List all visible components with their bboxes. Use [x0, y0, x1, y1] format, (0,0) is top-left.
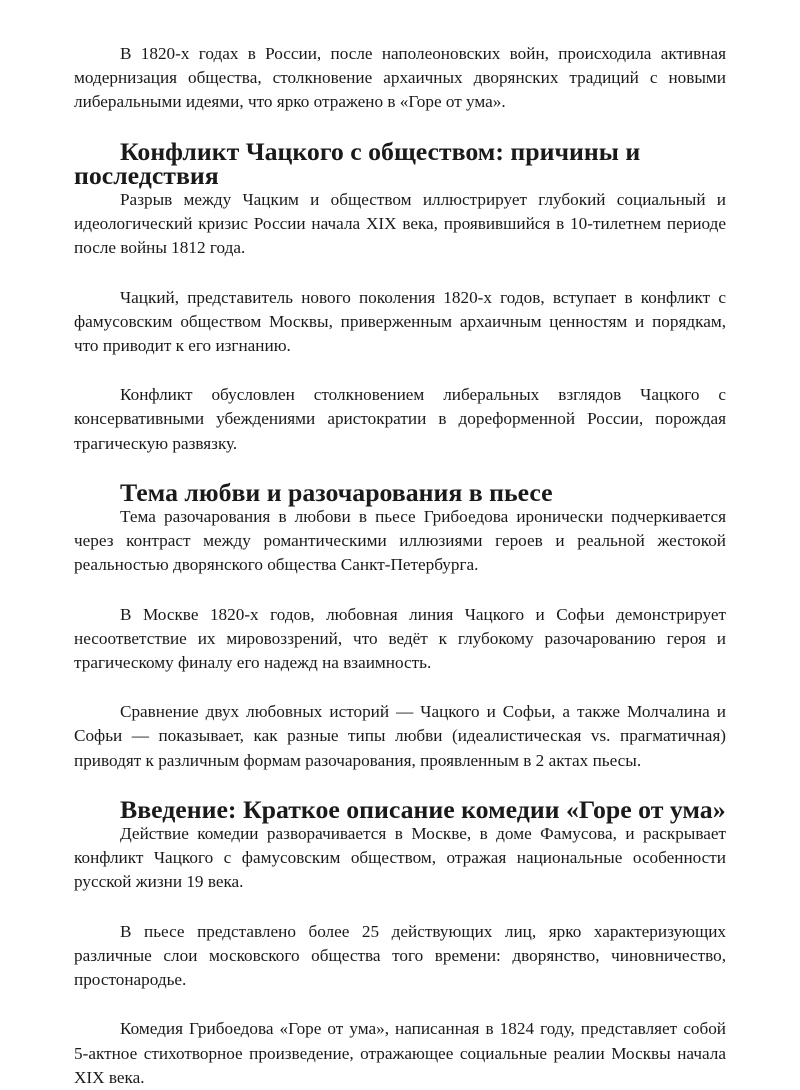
intro-paragraph: В 1820-х годах в России, после наполеоновских войн, происходила активная модернизация общества, столкновение архаичных дворянских традиций с новыми либеральными идеями, что ярко отражено в «Горе от ума».: [74, 44, 726, 112]
love-paragraph-2: В Москве 1820-х годов, любовная линия Чацкого и Софьи демонстрирует несоответствие их мировоззрений, что ведёт к глубокому разочарованию героя и трагическому финалу его надежд на взаимность.: [74, 604, 726, 673]
introduction-paragraph-3: Комедия Грибоедова «Горе от ума», написанная в 1824 году, представляет собой 5-актное стихотворное произведение, отражающее социальные реалии Москвы начала XIX века.: [74, 1019, 726, 1087]
section-heading-love: Тема любви и разочарования в пьесе: [120, 477, 553, 507]
conflict-paragraph-3: Конфликт обусловлен столкновением либеральных взглядов Чацкого с консервативными убеждениями аристократии в дореформенной России, порождая трагическую развязку.: [74, 385, 726, 453]
love-paragraph-1: Тема разочарования в любови в пьесе Грибоедова иронически подчеркивается через контраст между романтическими иллюзиями героев и реальной жестокой реальностью дворянского общества Санкт-Петербурга.: [74, 507, 726, 575]
conflict-paragraph-2: Чацкий, представитель нового поколения 1820-х годов, вступает в конфликт с фамусовским обществом Москвы, приверженным архаичным ценностям и порядкам, что приводит к его изгнанию.: [74, 287, 726, 356]
section-heading-introduction: Введение: Краткое описание комедии «Горе от ума»: [120, 794, 726, 824]
love-paragraph-3: Сравнение двух любовных историй — Чацкого и Софьи, а также Молчалина и Софьи — показывает, как разные типы любви (идеалистическая vs. прагматичная) приводят к различным формам разочарования, проявленным в 2 актах пьесы.: [74, 702, 726, 770]
section-heading-conflict: Конфликт Чацкого с обществом: причины и последствия: [74, 136, 641, 190]
introduction-paragraph-2: В пьесе представлено более 25 действующих лиц, ярко характеризующих различные слои московского общества того времени: дворянство, чиновничество, простонародье.: [74, 921, 726, 990]
conflict-paragraph-1: Разрыв между Чацким и обществом иллюстрирует глубокий социальный и идеологический кризис России начала XIX века, проявившийся в 10-тилетнем периоде после войны 1812 года.: [74, 190, 726, 258]
introduction-paragraph-1: Действие комедии разворачивается в Москве, в доме Фамусова, и раскрывает конфликт Чацкого с фамусовским обществом, отражая национальные особенности русской жизни 19 века.: [74, 824, 726, 892]
